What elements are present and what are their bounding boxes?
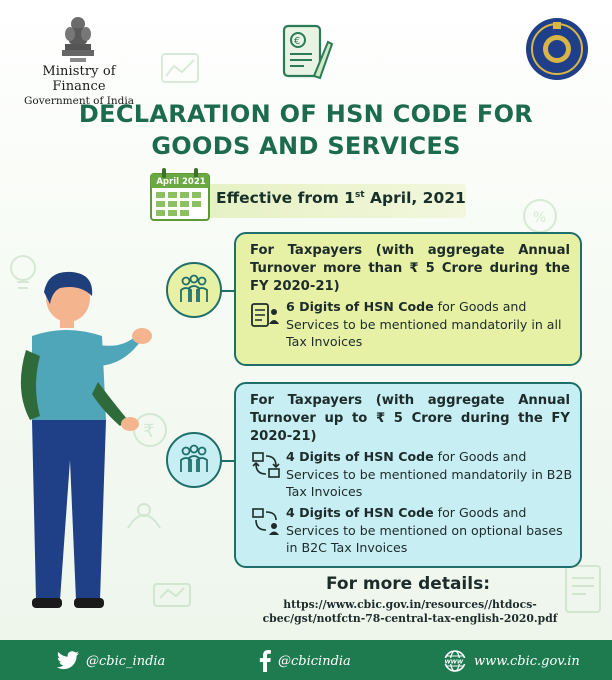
facebook-icon — [258, 650, 272, 672]
invoice-people-icon — [250, 300, 282, 330]
taxpayer-group-badge-1 — [166, 262, 222, 318]
svg-text:WWW: WWW — [444, 659, 464, 666]
footer-bar — [0, 640, 612, 680]
more-details-title: For more details: — [326, 574, 490, 594]
url-line-2: cbec/gst/notfctn-78-central-tax-english-2020.pdf — [262, 612, 558, 625]
document-quill-icon — [278, 22, 334, 82]
title-line-2: GOODS AND SERVICES — [151, 132, 461, 160]
twitter-handle: @cbic_india — [86, 653, 166, 669]
people-group-icon — [176, 442, 212, 478]
svg-text:%: % — [533, 210, 547, 226]
effective-date-text — [216, 189, 466, 207]
calendar-label: April 2021 — [156, 177, 206, 187]
taxpayer-group-badge-2 — [166, 432, 222, 488]
more-details-link[interactable] — [250, 598, 570, 626]
b2c-exchange-icon — [250, 506, 282, 536]
box1-heading: For Taxpayers (with aggregate Annual Turnover more than ₹ 5 Crore during the FY 2020-21) — [250, 243, 570, 294]
ministry-name: Ministry of Finance — [42, 64, 116, 94]
b2b-exchange-icon — [250, 450, 282, 480]
box2-item-1-rest: for Goods and Services to be mentioned mandatorily in B2B Tax Invoices — [286, 449, 573, 499]
person-illustration — [10, 270, 170, 630]
svg-text:€: € — [294, 36, 301, 47]
twitter-link[interactable] — [56, 650, 165, 672]
people-group-icon — [176, 272, 212, 308]
url-line-1: https://www.cbic.gov.in/resources//htdocs- — [283, 598, 537, 611]
website-url: www.cbic.gov.in — [474, 653, 580, 669]
small-taxpayer-box — [234, 382, 582, 568]
twitter-icon — [56, 651, 80, 671]
box1-item-1-rest: for Goods and Services to be mentioned mandatorily in all Tax Invoices — [286, 299, 562, 349]
effective-suffix: April, 2021 — [364, 189, 466, 207]
facebook-handle: @cbicindia — [278, 653, 351, 669]
national-emblem-icon — [56, 14, 100, 66]
calendar-icon — [148, 166, 214, 224]
box1-item-1 — [286, 298, 576, 351]
facebook-link[interactable] — [258, 650, 351, 672]
svg-text:₹: ₹ — [143, 421, 155, 442]
effective-prefix: Effective from 1 — [216, 189, 355, 207]
background-doodle-icon — [160, 52, 200, 86]
website-link[interactable] — [442, 650, 580, 672]
large-taxpayer-box — [234, 232, 582, 366]
box2-heading: For Taxpayers (with aggregate Annual Turnover up to ₹ 5 Crore during the FY 2020-21) — [250, 393, 570, 444]
box2-item-1 — [286, 448, 576, 501]
box1-item-1-bold: 6 Digits of HSN Code — [286, 299, 434, 314]
box2-item-2-rest: for Goods and Services to be mentioned on optional bases in B2C Tax Invoices — [286, 505, 563, 555]
effective-sup: st — [354, 190, 365, 200]
title-line-1: DECLARATION OF HSN CODE FOR — [78, 100, 534, 128]
background-doodle-icon — [520, 196, 576, 236]
cbic-seal-icon — [524, 16, 590, 82]
government-name: Government of India — [24, 95, 134, 107]
page-title — [40, 98, 572, 162]
box2-item-2-bold: 4 Digits of HSN Code — [286, 505, 434, 520]
box2-item-2 — [286, 504, 576, 557]
box2-item-1-bold: 4 Digits of HSN Code — [286, 449, 434, 464]
www-globe-icon — [442, 650, 468, 672]
